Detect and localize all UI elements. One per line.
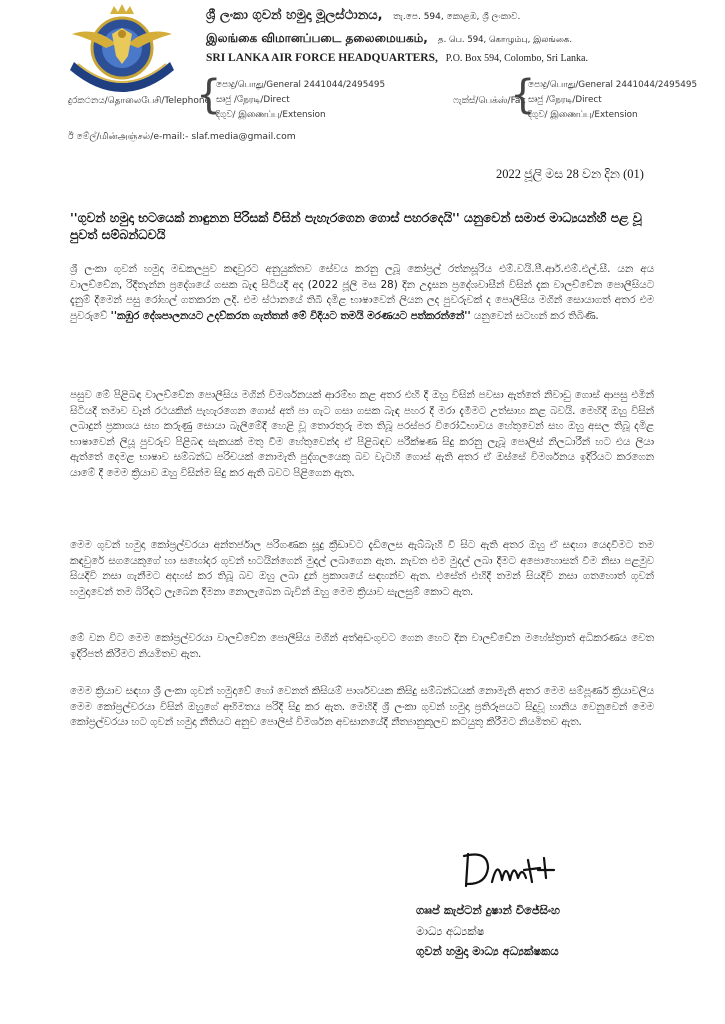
telephone-direct: සෘජු /நேரடி/Direct — [216, 95, 290, 105]
email-line: ඊ මේල්/மின்அஞ்சல்/e-mail:- slaf.media@gmail.com — [68, 131, 296, 142]
header-sinhala-name: ශ්‍රී ලංකා ගුවන් හමුදා මූලස්ථානය, — [206, 8, 383, 23]
letter-date: 2022 ජූලි මස 28 වන දින (01) — [496, 167, 644, 181]
telephone-brace: { — [196, 72, 222, 118]
signatory-office: ගුවන් හමුදා මාධ්‍ය අධ්‍යක්ෂකය — [416, 944, 559, 958]
paragraph-1-ending: යනුවෙන් සටහන් කර තිබිණි. — [470, 309, 599, 322]
press-release-title: ''ගුවන් හමුදා භටයෙක් නාඳුනන පිරිසක් විසින් පැහැරගෙන ගොස් පහරදෙයි'' යනුවෙන් සමාජ මාධ්‍යයන්හි පළ වූ පුවත් සම්බන්ධවයි — [70, 210, 642, 242]
paragraph-4: මේ වන විට මෙම කෝප්‍රල්වරයා වාලච්චේන පොලීසිය මගින් අත්අඩංගුවට ගෙන හෙට දින වාලච්චේන මහේස්ත්‍රාත් අධිකරණය වෙත ඉදිරිපත් කිරීමට නියමිතව ඇත. — [70, 632, 654, 660]
fax-label: ෆැක්ස්/பெக்ஸ்/Fax — [453, 96, 526, 106]
telephone-label: දුරකථනය/தொலைபேசி/Telephone — [68, 96, 211, 106]
header-sinhala-address: තැ.පෙ. 594, කොළඹ, ශ්‍රී ලංකාව. — [393, 12, 521, 22]
telephone-general: පොදු/பொது/General 2441044/2495495 — [216, 80, 386, 90]
fax-extension: දිගුව/ இணைப்பு/Extension — [528, 110, 638, 120]
signatory-role: මාධ්‍ය අධ්‍යක්ෂ — [416, 924, 485, 938]
header-english-name: SRI LANKA AIR FORCE HEADQUARTERS, — [206, 52, 438, 64]
handwritten-signature — [458, 848, 568, 892]
header-english — [206, 52, 588, 64]
header-sinhala — [206, 8, 520, 23]
header-english-address: P.O. Box 594, Colombo, Sri Lanka. — [445, 53, 588, 64]
fax-brace: { — [510, 72, 536, 118]
paragraph-1-text: ශ්‍රී ලංකා ගුවන් හමුදා මඩකලපුව කඳවුරට අනුයුක්තව සේවය කරනු ලබූ කෝප්‍රල් රත්නසූරිය එම්.වයි.පී.ආර්.එම්.එල්.සී. යන අය වාලච්චේන, රිදීතැන්න ප්‍රදේශයේ ගසක බැඳ සිටියදී අද (2022 ජූලි මස 28) දින උදෑසන ප්‍රදේශවාසීන් විසින් දැක වාලච්චේන පොලීසියට දැනුම් දීමෙන් පසු රෝහල් ගතකරන ලදි. එම ස්ථානයේ තිබී දමිළ භාෂාවෙන් ලියන ලද පුවරුවක් ද පොලීසිය මගින් සොයාගත් අතර එම පුවරුවේ — [70, 263, 654, 322]
header-tamil — [206, 31, 572, 47]
header-tamil-name: இலங்கை விமானப்படை தலைமையகம், — [206, 31, 428, 45]
paragraph-2: පසුව මේ පිළිබඳ වාලච්චේන පොලීසිය මගින් විමර්ශනයක් ආරම්භ කළ අතර එහි දී ඔහු විසින් පවසා ඇත්තේ නිවාඩු ගොස් ආපසු එමින් සිටියදී තමාව වෑන් රථයකින් පැහැරගෙන ගොස් අත් පා ගැට ගසා ගසක බැඳ පහර දී මරා දැමීමට උත්සාහ කළ බවයි. මෙහිදී ඔහු විසින් ලබාදුන් ප්‍රකාශය සහ කරුණු සොයා බැලීමේදී හෙළි වූ තොරතුරු මත තිබූ පරස්පර විරෝධීභාවය හේතුවෙන් සහ ඔහු අසල තිබූ දමිළ භාෂාවෙන් ලියූ පුවරුව පිළිබඳ සැකයක් මතු වීම හේතුවෙන්ද ඒ පිළිබඳව පරීක්ෂණ සිදු කරනු ලැබූ පොලිස් නිලධාරීන් හට එය ලියා ඇත්තේ දෙමළ භාෂාව සම්බන්ධ පරිචයක් නොමැති පුද්ගලයෙකු බව වැටහී ගොස් ඇති අතර ඒ ඔස්සේ විමර්ශනය ඉදිරියට කරගෙන යාමේ දී මෙම ක්‍රියාව ඔහු විසින්ම සිදු කර ඇති බවට පිළිගෙන ඇත. — [70, 389, 654, 479]
telephone-extension: දිගුව/ இணைப்பு/Extension — [216, 110, 326, 120]
signatory-name: ගෲප් කැප්ටන් දුෂාන් විජේසිංහ — [416, 903, 560, 917]
paragraph-3: මෙම ගුවන් හමුදා කෝප්‍රල්වරයා අන්තර්ජාල පරිගණක සූදු ක්‍රීඩාවට දැඩිලෙස ඇබ්බැහි වී සිට ඇති අතර ඔහු ඒ සඳහා යෙදවීමට තම කඳවුරේ සගයෙකුගේ හා සහෝදර ගුවන් භටයින්ගෙන් මුදල් ලබාගෙන ඇත. නැවත එම මුදල් ලබා දීමට අපොහොසත් වීම නිසා පළමුව සියදිවි නසා ගැනීමට අදහස් කර තිබූ බව ඔහු ලබා දුන් ප්‍රකාශයේ සඳහන්ව ඇත. එසේත් එහිදී තමන් සියදිවි නසා ගතහොත් ගුවන් හමුදාවෙන් තම බිරිඳට ලැබෙන දීමනා නොලැබෙන බැවින් ඔහු මෙම ක්‍රියාව සැලසුම් කොට ඇත. — [70, 539, 654, 598]
fax-direct: සෘජු /நேரடி/Direct — [528, 95, 602, 105]
paragraph-5: මෙම ක්‍රියාව සඳහා ශ්‍රී ලංකා ගුවන් හමුදාවේ හෝ වෙනත් කිසියම් පාර්ශවයක කිසිදු සම්බන්ධයක් නොමැති අතර මෙම සම්පූර්ණ ක්‍රියාවලිය මෙම කෝප්‍රල්වරයා විසින් ඔහුගේ අභිමතය පරිදි සිදු කර ඇත. මෙහිදී ශ්‍රී ලංකා ගුවන් හමුදා ප්‍රතිරූපයට සිදුවූ හානිය වෙනුවෙන් මෙම කෝප්‍රල්වරයා හට ගුවන් හමුදා නීතියට අනුව පොලිස් විමර්ශන අවසානයේදී නීත්‍යානුකූලව කටයුතු කිරීමට නියමිතව ඇත. — [70, 685, 654, 729]
paragraph-1 — [70, 262, 654, 324]
paragraph-1-quote: ''කඹුර දේශපාලනයට උදව්කරන ගැත්තන් මේ විදියට තමයි මරණයට පත්කරන්නේ'' — [110, 309, 471, 322]
fax-general: පොදු/பொது/General 2441044/2495495 — [528, 80, 698, 90]
sri-lanka-air-force-crest — [66, 4, 178, 104]
header-tamil-address: த. பெ. 594, கொழும்பு, இலங்கை. — [438, 35, 573, 45]
